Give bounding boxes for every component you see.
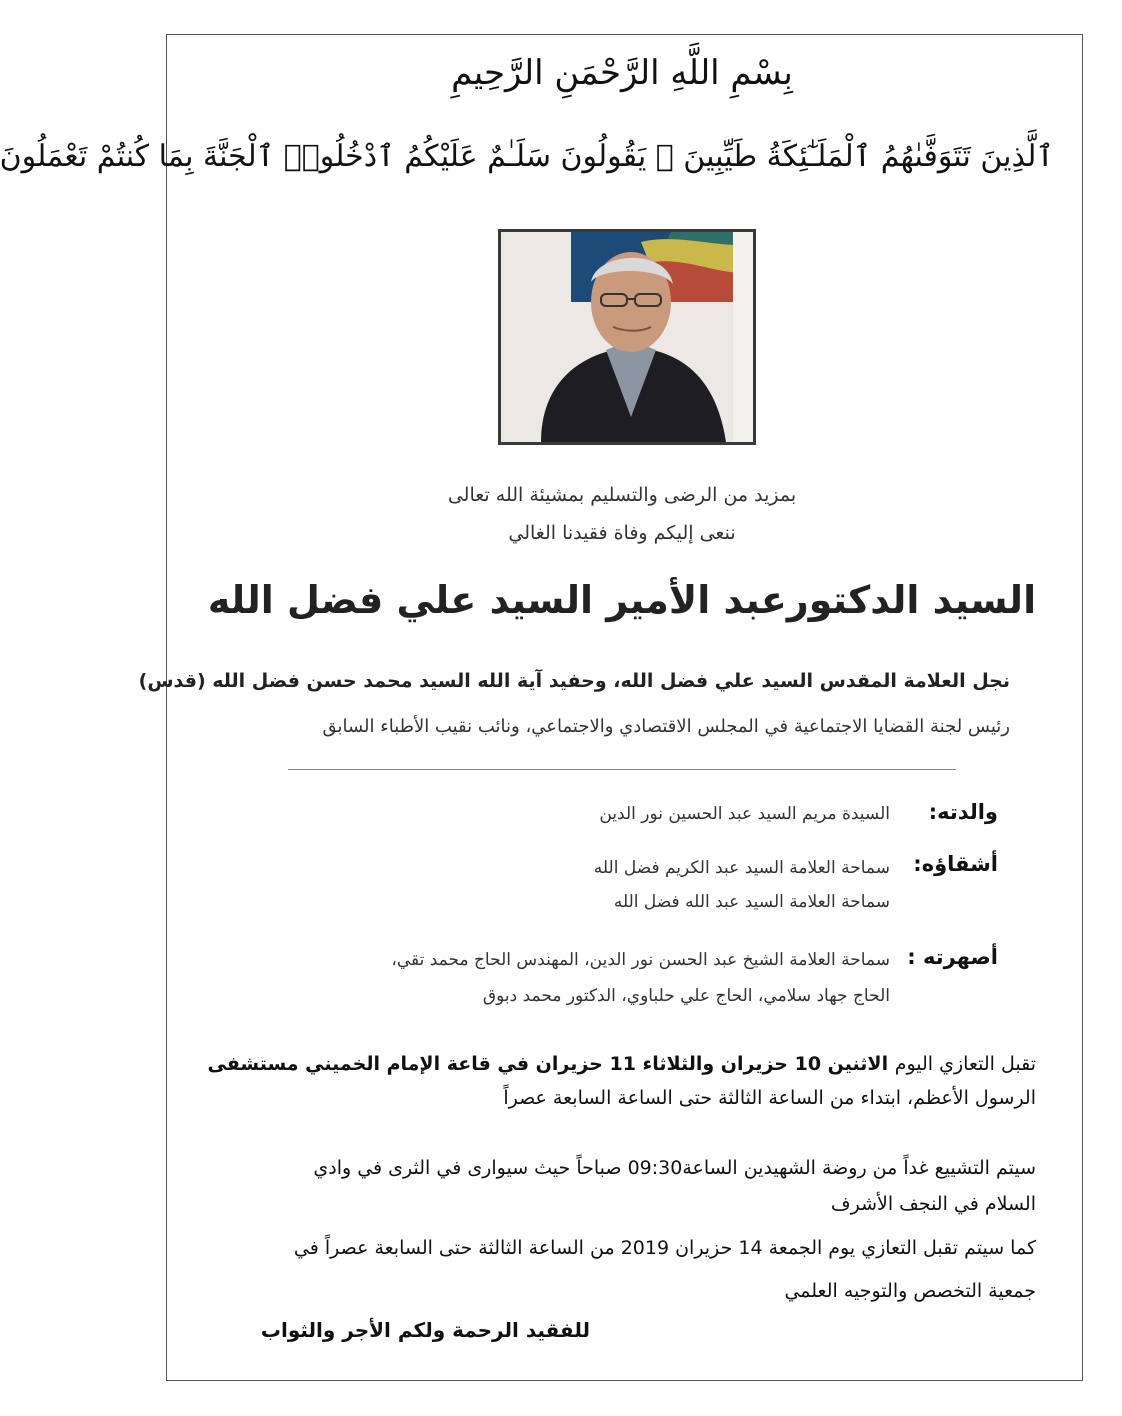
quran-verse: ٱلَّذِينَ تَتَوَفَّىٰهُمُ ٱلْمَلَـٰٓئِكَةُ طَيِّبِينَ ۙ يَقُولُونَ سَلَـٰمٌ عَلَيْكُمُ ٱدْخُلُوا۟ ٱلْجَنَّةَ بِمَا كُنتُمْ تَعْمَلُونَ xyxy=(0,139,1054,174)
deceased-position: رئيس لجنة القضايا الاجتماعية في المجلس الاقتصادي والاجتماعي، ونائب نقيب الأطباء السابق xyxy=(322,716,1010,737)
closing-phrase: للفقيد الرحمة ولكم الأجر والثواب xyxy=(260,1318,590,1342)
funeral-line-2: السلام في النجف الأشرف xyxy=(830,1193,1036,1215)
basmala-calligraphy: بِسْمِ اللَّهِ الرَّحْمَنِ الرَّحِيمِ xyxy=(451,53,793,93)
friday-condolence-line-2: جمعية التخصص والتوجيه العلمي xyxy=(784,1280,1036,1302)
mother-name: السيدة مريم السيد عبد الحسين نور الدين xyxy=(599,804,890,824)
inlaws-line: الحاج جهاد سلامي، الحاج علي حلباوي، الدكتور محمد دبوق xyxy=(482,986,890,1006)
condolence-schedule-line-1 xyxy=(207,1047,1036,1081)
mother-label: والدته: xyxy=(928,800,998,824)
intro-line-1: بمزيد من الرضى والتسليم بمشيئة الله تعالى xyxy=(447,484,797,506)
deceased-lineage: نجل العلامة المقدس السيد علي فضل الله، وحفيد آية الله السيد محمد حسن فضل الله (قدس) xyxy=(138,670,1010,692)
condolence-dates: الاثنين 10 حزيران والثلاثاء 11 حزيران في قاعة الإمام الخميني مستشفى xyxy=(207,1053,895,1075)
deceased-name: السيد الدكتورعبد الأمير السيد علي فضل الله xyxy=(207,578,1037,622)
deceased-portrait xyxy=(498,229,756,445)
inlaws-label: أصهرته : xyxy=(907,945,998,969)
sibling-item: سماحة العلامة السيد عبد الكريم فضل الله xyxy=(593,858,890,878)
friday-condolence-line-1: كما سيتم تقبل التعازي يوم الجمعة 14 حزيران 2019 من الساعة الثالثة حتى السابعة عصراً في xyxy=(293,1237,1036,1259)
section-divider xyxy=(288,769,956,770)
sibling-item: سماحة العلامة السيد عبد الله فضل الله xyxy=(613,892,890,912)
condolence-lead: تقبل التعازي اليوم xyxy=(894,1053,1036,1075)
funeral-line-1: سيتم التشييع غداً من روضة الشهيدين الساعة09:30 صباحاً حيث سيوارى في الثرى في وادي xyxy=(313,1157,1036,1179)
condolence-schedule-line-2: الرسول الأعظم، ابتداء من الساعة الثالثة حتى الساعة السابعة عصراً xyxy=(503,1087,1036,1109)
intro-line-2: ننعى إليكم وفاة فقيدنا الغالي xyxy=(508,522,736,544)
portrait-image xyxy=(501,232,753,442)
inlaws-line: سماحة العلامة الشيخ عبد الحسن نور الدين، المهندس الحاج محمد تقي، xyxy=(391,950,890,970)
siblings-label: أشقاؤه: xyxy=(913,852,998,876)
